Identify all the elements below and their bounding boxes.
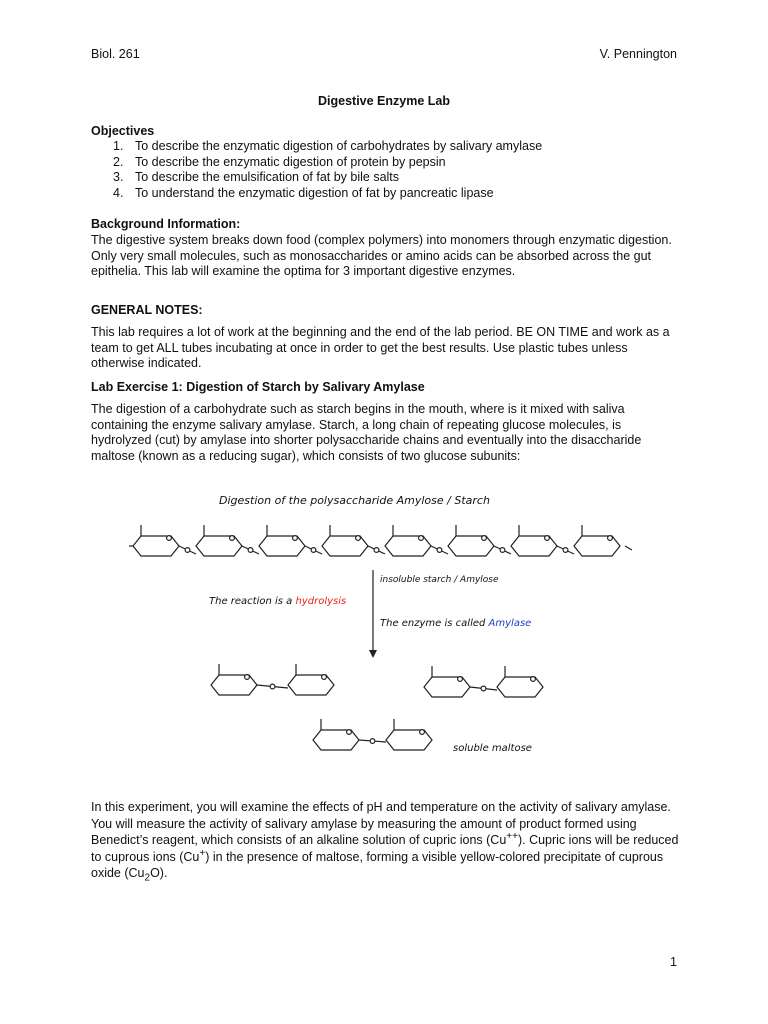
enzyme-prefix: The enzyme is called <box>380 618 489 629</box>
enzyme-label <box>380 618 531 629</box>
hydrolysis-word: hydrolysis <box>295 596 347 607</box>
bond-oxygen <box>311 548 316 553</box>
exercise1-paragraph: The digestion of a carbohydrate such as starch begins in the mouth, where is it mixed with saliva containing the enzyme salivary amylase. Starch, a long chain of repeating glucose molecules, is hydrolyzed (cut) by amylase into shorter polysaccharide chains and eventually into the disaccharide maltose (known as a reducing sugar), which consists of two glucose subunits: <box>91 402 642 463</box>
oxide-subscript: 2 <box>144 872 151 884</box>
objective-text: To understand the enzymatic digestion of fat by pancreatic lipase <box>135 185 494 200</box>
ring-oxygen <box>482 536 487 541</box>
ring-oxygen <box>245 675 250 680</box>
ring-oxygen <box>531 677 536 682</box>
general-notes-heading: GENERAL NOTES: <box>91 303 203 317</box>
glucose-ring <box>386 730 432 750</box>
page-number: 1 <box>670 955 677 969</box>
bond-oxygen <box>563 548 568 553</box>
objective-item <box>91 155 691 171</box>
soluble-maltose-label: soluble maltose <box>453 743 532 754</box>
figure-title: Digestion of the polysaccharide Amylose / Starch <box>219 494 490 507</box>
objective-text: To describe the enzymatic digestion of protein by pepsin <box>135 154 446 169</box>
glucose-ring <box>497 677 543 697</box>
ring-oxygen <box>347 730 352 735</box>
experiment-text-4: O). <box>150 866 168 880</box>
objectives-list <box>91 139 691 201</box>
starch-digestion-figure <box>0 480 768 770</box>
objective-text: To describe the enzymatic digestion of carbohydrates by salivary amylase <box>135 139 543 153</box>
insoluble-starch-label: insoluble starch / Amylose <box>380 575 499 585</box>
glucose-ring <box>259 536 305 556</box>
objective-text: To describe the emulsification of fat by bile salts <box>135 170 400 184</box>
ring-oxygen <box>420 730 425 735</box>
objectives-heading: Objectives <box>91 124 155 138</box>
glucose-ring <box>448 536 494 556</box>
background-paragraph: The digestive system breaks down food (complex polymers) into monomers through enzymatic digestion. Only very small molecules, such as monosaccharides or amino acids can be absorbed across the gut epithelia. This lab will examine the optima for 3 important digestive enzymes. <box>91 233 672 279</box>
experiment-text-3: ) in the presence of maltose, forming a visible yellow-colored precipitate of cuprous oxide (Cu <box>91 849 664 880</box>
bond-oxygen <box>270 684 275 689</box>
chain-end <box>625 546 632 550</box>
ring-oxygen <box>167 536 172 541</box>
bond-oxygen <box>248 548 253 553</box>
objective-number: 3. <box>113 170 124 184</box>
reaction-prefix: The reaction is a <box>209 596 296 607</box>
glucose-ring <box>196 536 242 556</box>
general-notes-paragraph: This lab requires a lot of work at the beginning and the end of the lab period. BE ON TIME and work as a team to get ALL tubes incubating at once in order to get the best results. Use plastic tubes unless otherwise indicated. <box>91 325 670 371</box>
objective-number: 4. <box>113 185 124 200</box>
ring-oxygen <box>230 536 235 541</box>
bond-oxygen <box>185 548 190 553</box>
objective-item <box>91 186 691 202</box>
reaction-label <box>209 596 346 607</box>
background-heading: Background Information: <box>91 217 241 231</box>
ring-oxygen <box>322 675 327 680</box>
glucose-ring <box>424 677 470 697</box>
glucose-ring <box>511 536 557 556</box>
cuprous-charge: + <box>199 847 206 859</box>
ring-oxygen <box>293 536 298 541</box>
bond-oxygen <box>500 548 505 553</box>
bond-oxygen <box>374 548 379 553</box>
page-title: Digestive Enzyme Lab <box>318 94 450 108</box>
bond-oxygen <box>481 686 486 691</box>
objective-item <box>91 170 691 186</box>
glucose-ring <box>133 536 179 556</box>
glucose-ring <box>211 675 257 695</box>
glucose-ring <box>313 730 359 750</box>
amylase-word: Amylase <box>488 618 532 629</box>
ring-oxygen <box>356 536 361 541</box>
ring-oxygen <box>419 536 424 541</box>
header-course: Biol. 261 <box>91 47 140 61</box>
ring-oxygen <box>545 536 550 541</box>
cupric-charge: ++ <box>506 830 518 842</box>
ring-oxygen <box>458 677 463 682</box>
exercise1-heading: Lab Exercise 1: Digestion of Starch by Salivary Amylase <box>91 380 425 394</box>
glucose-ring <box>322 536 368 556</box>
objective-number: 2. <box>113 154 124 169</box>
objective-number: 1. <box>113 139 124 153</box>
experiment-text-2: ). Cupric ions will be reduced to cuprous ions (Cu <box>91 833 679 864</box>
ring-oxygen <box>608 536 613 541</box>
glucose-ring <box>288 675 334 695</box>
bond-oxygen <box>370 739 375 744</box>
experiment-text-1: In this experiment, you will examine the effects of pH and temperature on the activity of salivary amylase. You will measure the activity of salivary amylase by measuring the amount of product formed using Benedict’s reagent, which consists of an alkaline solution of cupric ions (Cu <box>91 800 671 847</box>
glucose-ring <box>385 536 431 556</box>
reaction-arrowhead <box>369 650 377 658</box>
objective-item <box>91 139 691 155</box>
glucose-ring <box>574 536 620 556</box>
bond-oxygen <box>437 548 442 553</box>
experiment-paragraph <box>91 799 681 882</box>
header-author: V. Pennington <box>599 47 677 61</box>
